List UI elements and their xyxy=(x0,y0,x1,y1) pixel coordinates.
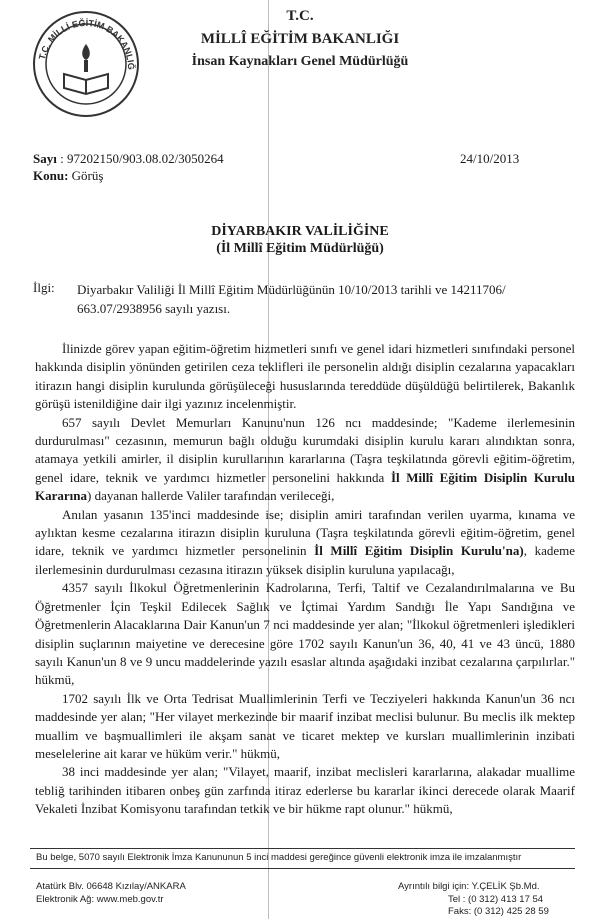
ministry-logo-icon xyxy=(30,8,142,120)
sayi-label: Sayı xyxy=(33,151,57,166)
footer-address: Atatürk Blv. 06648 Kızılay/ANKARA xyxy=(36,881,186,892)
paragraph-2-bold: İl Millî Eğitim Disiplin Kurulu Kararına xyxy=(35,469,575,504)
footer-info: Ayrıntılı bilgi için: Y.ÇELİK Şb.Md. xyxy=(398,881,540,892)
ilgi-line2: 663.07/2938956 sayılı yazısı. xyxy=(77,301,231,316)
konu-value: Görüş xyxy=(71,168,104,183)
konu-label: Konu: xyxy=(33,168,69,183)
sayi-value: : 97202150/903.08.02/3050264 xyxy=(60,151,224,166)
konu-row xyxy=(33,168,103,184)
addressee-line1: DİYARBAKIR VALİLİĞİNE xyxy=(211,224,389,239)
footer-web: Elektronik Ağ: www.meb.gov.tr xyxy=(36,894,164,905)
header-department: İnsan Kaynakları Genel Müdürlüğü xyxy=(191,54,409,69)
footer-fax: Faks: (0 312) 425 28 59 xyxy=(448,906,549,917)
addressee-line2: (İl Millî Eğitim Müdürlüğü) xyxy=(216,241,384,256)
paragraph-3 xyxy=(35,506,575,580)
paragraph-3-c: , kademe ilerlemesinin durdurulması cezasına itirazın yüksek disiplin kuruluna yapılacağı, xyxy=(35,543,575,577)
paragraph-3-a: Anılan yasanın 135'inci maddesinde ise; disiplin amiri tarafından verilen uyarma, kınama ve aylıktan kesme cezalarına itirazın disiplin kuruluna (Taşra teşkilatında görevli eğitim-öğretim, genel idare, teknik ve yardımcı hizmetler personelinin xyxy=(35,506,575,559)
paragraph-1: İlinizde görev yapan eğitim-öğretim hizmetleri sınıfı ve genel idari hizmetleri sınıfındaki personel hakkında disiplin yönünden getirilen ceza teklifleri ile personelin aldığı disiplin cezalarına yapacakları itirazın hangi disiplin kurulunda görüşüleceği hususlarında tereddüde düşüldüğü belirtilerek, Bakanlık görüşü istenildiğine dair ilgi yazınız incelenmiştir. xyxy=(35,341,575,412)
sayi-row xyxy=(33,151,224,167)
paragraph-3-bold: İl Millî Eğitim Disiplin Kurulu'na) xyxy=(314,543,524,559)
paragraph-5: 1702 sayılı İlk ve Orta Tedrisat Muallimlerinin Terfi ve Tecziyeleri hakkında Kanun'un 36 ncı maddesinde yer alan; "Her vilayet merkezinde bir maarif inzibat meclisi bulunur. Bu meclis ilk mektep muallim ve başmuallimleri ile akşam sanat ve ticaret mektep ve kursları muallimlerinin inzibati meselelerine ait karar ve hüküm verir." hükmü, xyxy=(35,690,575,761)
document-date: 24/10/2013 xyxy=(460,151,520,166)
footer-rule-top xyxy=(30,848,575,849)
footer-rule-bottom xyxy=(30,868,575,869)
header-tc: T.C. xyxy=(286,8,314,24)
paragraph-4: 4357 sayılı İlkokul Öğretmenlerinin Kadrolarına, Terfi, Taltif ve Cezalandırılmalarına ve Bu Öğretmenler İçin Teşkil Edilecek Sağlık ve İçtimai Yardım Sandığı İle Yapı Sandığına ve Öğretmenlerin Alacaklarına Dair Kanun'un 7 nci maddesinde yer alan; "İlkokul öğretmenleri işledikleri disiplin suçlarının maiyetine ve derecesine göre 1702 sayılı Kanun'un 36, 40, 41 ve 43 üncü, 1880 sayılı Kanun'un 8 ve 9 uncu maddelerinde yazılı esaslar altında aşağıdaki inzibat cezalarına çarpılırlar." hükmü, xyxy=(35,580,575,688)
paragraph-2-a: 657 sayılı Devlet Memurları Kanunu'nun 126 ncı maddesinde; "Kademe ilerlemesinin durdurulması" cezasının, memurun bağlı olduğu kurumdaki disiplin kurulu kararı alındıktan sonra, atamaya yetkili amirler, il disiplin kurullarının kararlarına (Taşra teşkilatında görevli eğitim-öğretim, genel idare, teknik ve yardımcı hizmetler personelini hakkında xyxy=(35,414,575,485)
header-ministry: MİLLÎ EĞİTİM BAKANLIĞI xyxy=(200,31,400,47)
letter-body xyxy=(35,340,575,819)
footer-tel: Tel : (0 312) 413 17 54 xyxy=(448,894,544,905)
paragraph-2 xyxy=(35,414,575,506)
ilgi-label: İlgi: xyxy=(33,280,55,295)
paragraph-2-c: ) dayanan hallerde Valiler tarafından verileceği, xyxy=(87,488,335,504)
ilgi-line1: Diyarbakır Valiliği İl Millî Eğitim Müdürlüğünün 10/10/2013 tarihli ve 14211706/ xyxy=(77,282,506,297)
ilgi-text xyxy=(77,280,575,318)
esign-notice: Bu belge, 5070 sayılı Elektronik İmza Kanununun 5 inci maddesi gereğince güvenli elektronik imza ile imzalanmıştır xyxy=(36,852,522,863)
paragraph-6: 38 inci maddesinde yer alan; "Vilayet, maarif, inzibat meclisleri kararlarına, alakadar muallime tebliğ tarihinden itibaren onbeş gün zarfında itiraz ederlerse bu kararlar ikinci derecede olarak Maarif Vekaleti İnzibat Komisyonu tarafından tetkik ve bir hükme rapt olunur." hükmü, xyxy=(35,764,575,817)
logo-text: T.C. MİLLİ EĞİTİM BAKANLIĞ xyxy=(36,17,137,70)
